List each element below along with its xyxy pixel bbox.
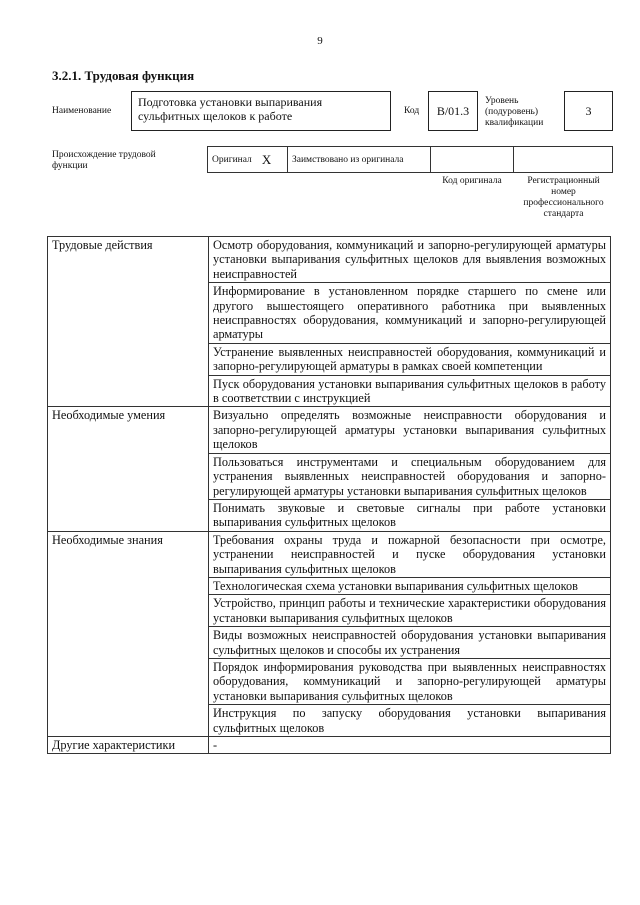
- origin-reg-number-cell: [513, 146, 613, 173]
- origin-label: Происхождение трудовой функции: [52, 150, 156, 171]
- qualification-level-label: Уровень (подуровень) квалификации: [485, 96, 544, 128]
- function-details-table: [47, 236, 611, 754]
- function-name-field: Подготовка установки выпаривания сульфитных щелоков к работе: [131, 91, 391, 131]
- qualification-level-field: 3: [564, 91, 613, 131]
- row-desc: Порядок информирования руководства при выявленных неисправностях оборудования, коммуникаций и запорно-регулирующей арматуры установки выпаривания сульфитных щелоков: [209, 658, 611, 704]
- table-row: [48, 237, 611, 283]
- row-desc: Визуально определять возможные неисправности оборудования и запорно-регулирующей арматуры установки выпаривания сульфитных щелоков: [209, 407, 611, 453]
- row-head-actions: Трудовые действия: [48, 237, 209, 407]
- borrowed-label: Заимствовано из оригинала: [292, 154, 404, 165]
- origin-original-cell: [207, 146, 287, 173]
- origin-code-caption: Код оригинала: [442, 176, 502, 186]
- origin-table: [207, 146, 613, 173]
- function-code-field: В/01.3: [428, 91, 478, 131]
- row-desc: Устранение выявленных неисправностей оборудования, коммуникаций и запорно-регулирующей арматуры в рамках своей компетенции: [209, 343, 611, 375]
- row-desc: Устройство, принцип работы и технические характеристики оборудования установки выпаривания сульфитных щелоков: [209, 595, 611, 627]
- row-desc: Инструкция по запуску оборудования установки выпаривания сульфитных щелоков: [209, 705, 611, 737]
- row-desc: Пользоваться инструментами и специальным оборудованием для устранения выявленных неисправностей оборудования и запорно-регулирующей арматуры установки выпаривания сульфитных щелоков: [209, 453, 611, 499]
- origin-code-cell: [430, 146, 513, 173]
- table-row: [48, 737, 611, 754]
- row-desc: Технологическая схема установки выпаривания сульфитных щелоков: [209, 577, 611, 594]
- row-head-knowledge: Необходимые знания: [48, 531, 209, 736]
- origin-borrowed-cell: [287, 146, 430, 173]
- row-desc: Понимать звуковые и световые сигналы при работе установки выпаривания сульфитных щелоков: [209, 499, 611, 531]
- table-row: [48, 531, 611, 577]
- row-head-other: Другие характеристики: [48, 737, 209, 754]
- table-row: [48, 407, 611, 453]
- row-desc: Осмотр оборудования, коммуникаций и запорно-регулирующей арматуры установки выпаривания сульфитных щелоков для выявления возможных неисправностей: [209, 237, 611, 283]
- section-title: 3.2.1. Трудовая функция: [52, 68, 195, 83]
- row-desc: Пуск оборудования установки выпаривания сульфитных щелоков в работу в соответствии с инструкцией: [209, 375, 611, 407]
- name-label: Наименование: [52, 106, 112, 116]
- code-label: Код: [404, 106, 420, 116]
- page-number: 9: [317, 35, 323, 47]
- original-mark: X: [261, 151, 272, 167]
- row-desc: Требования охраны труда и пожарной безопасности при осмотре, устранении неисправностей и пуске оборудования установки выпаривания сульфитных щелоков: [209, 531, 611, 577]
- row-desc: -: [209, 737, 611, 754]
- row-desc: Виды возможных неисправностей оборудования установки выпаривания сульфитных щелоков и способы их устранения: [209, 627, 611, 659]
- row-desc: Информирование в установленном порядке старшего по смене или другого вышестоящего оперативного работника при выявленных неисправностях оборудования, коммуникаций и запорно-регулирующей арматуры: [209, 283, 611, 344]
- origin-reg-caption: Регистрационный номер профессионального стандарта: [523, 176, 604, 219]
- row-head-skills: Необходимые умения: [48, 407, 209, 531]
- original-label: Оригинал: [212, 154, 252, 165]
